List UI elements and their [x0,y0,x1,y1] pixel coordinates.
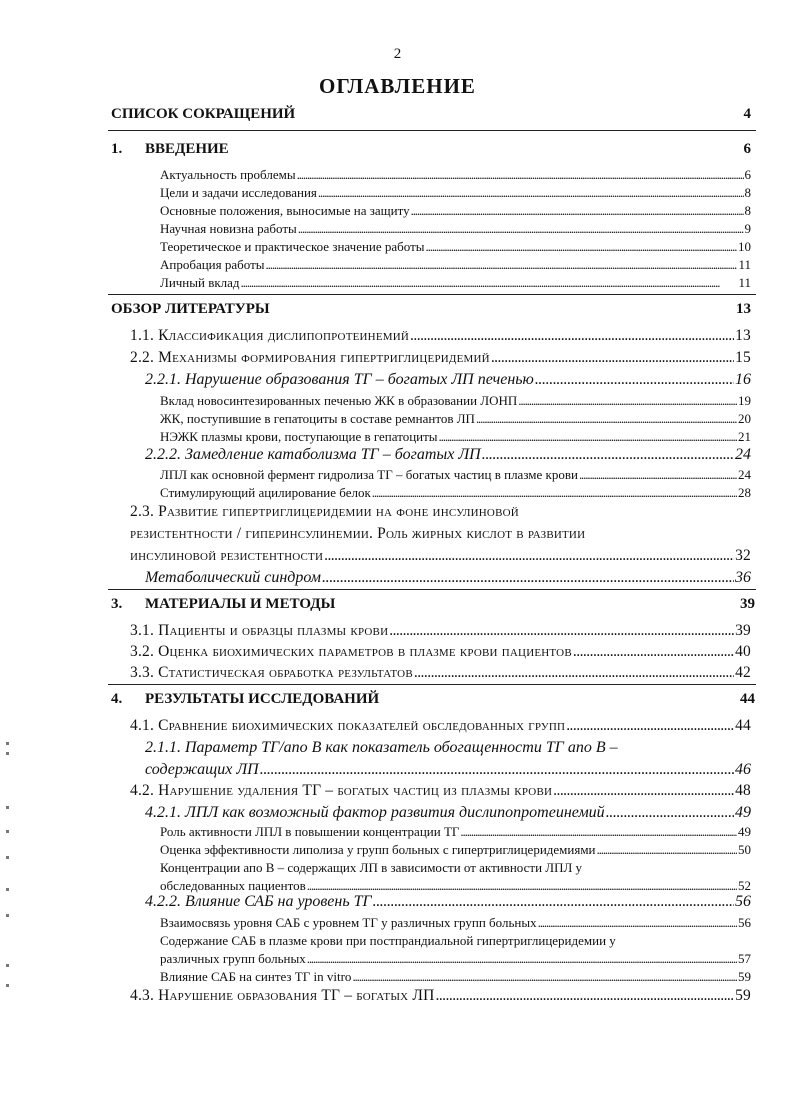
toc-item-line[interactable]: Концентрации апо В – содержащих ЛП в зависимости от активности ЛПЛ у [160,860,583,875]
toc-label: Взаимосвязь уровня САБ с уровнем ТГ у различных групп больных [160,915,537,930]
toc-label: 4.2. Нарушение удаления ТГ – богатых частиц из плазмы крови [130,782,553,799]
toc-page: 46 [735,761,751,778]
leader-dots [260,761,734,779]
toc-label: Личный вклад [160,275,240,290]
toc-item[interactable] [160,951,751,967]
toc-label: Роль активности ЛПЛ в повышении концентрации ТГ [160,824,460,839]
toc-page: 32 [735,547,751,564]
toc-page: 15 [735,349,751,366]
toc-page: 42 [735,664,751,681]
toc-label: 4.1. Сравнение биохимических показателей обследованных групп [130,717,566,734]
toc-item[interactable] [160,824,751,840]
toc-section[interactable] [130,717,751,735]
toc-label: 2.2. Механизмы формирования гипертриглицеридемий [130,349,490,366]
toc-page: 24 [735,446,751,463]
toc-subsection[interactable] [145,804,751,822]
toc-label: 3.2. Оценка биохимических параметров в плазме крови пациентов [130,643,572,660]
toc-section[interactable] [130,622,751,640]
toc-page: 49 [738,824,751,839]
toc-number: 1. [111,141,123,157]
toc-page: 8 [744,203,751,218]
toc-item[interactable] [160,167,751,183]
toc-subsection[interactable] [145,761,751,779]
toc-page: 24 [738,467,751,482]
leader-dots [307,951,737,967]
divider [108,130,756,131]
leader-dots [535,371,734,389]
scan-mark [6,830,9,833]
toc-page: 6 [744,167,751,182]
toc-label: различных групп больных [160,951,306,966]
divider [108,294,756,295]
toc-page: 44 [735,717,751,734]
toc-label: Метаболический синдром [145,569,321,586]
toc-label: ОБЗОР ЛИТЕРАТУРЫ [111,301,270,317]
toc-page: 13 [735,327,751,344]
toc-page: 50 [738,842,751,857]
toc-item[interactable] [160,203,751,219]
toc-label: обследованных пациентов [160,878,306,893]
page-title: ОГЛАВЛЕНИЕ [319,74,476,98]
toc-label: Влияние САБ на синтез ТГ in vitro [160,969,352,984]
toc-page: 11 [738,257,751,272]
leader-dots [491,349,734,367]
leader-dots [518,393,737,409]
toc-label: МАТЕРИАЛЫ И МЕТОДЫ [145,596,336,612]
toc-section[interactable] [130,782,751,800]
leader-dots [241,275,738,291]
toc-label: 2.2.1. Нарушение образования ТГ – богатых ЛП печенью [145,371,534,388]
toc-item[interactable] [160,467,751,483]
leader-dots [297,167,744,183]
toc-label: Научная новизна работы [160,221,297,236]
leader-dots [553,782,734,800]
toc-chapter-intro[interactable] [111,141,751,158]
toc-page: 44 [740,691,755,707]
toc-label: 3.1. Пациенты и образцы плазмы крови [130,622,389,639]
toc-label: ЛПЛ как основной фермент гидролиза ТГ – богатых частиц в плазме крови [160,467,578,482]
toc-page: 57 [738,951,751,966]
toc-page: 16 [735,371,751,388]
leader-dots [372,485,737,501]
scan-mark [6,964,9,967]
toc-page: 49 [735,804,751,821]
toc-item[interactable] [160,878,751,894]
toc-chapter-methods[interactable] [111,596,755,613]
scan-mark [6,856,9,859]
toc-subsection[interactable] [145,893,751,911]
toc-label: Актуальность проблемы [160,167,296,182]
toc-page: 10 [738,239,751,254]
scan-mark [6,806,9,809]
toc-section[interactable] [130,643,751,661]
toc-label: 4.2.1. ЛПЛ как возможный фактор развития дислипопротеинемий [145,804,605,821]
leader-dots [411,203,744,219]
leader-dots [410,327,734,345]
toc-page: 21 [738,429,751,444]
leader-dots [352,969,737,985]
toc-page: 8 [744,185,751,200]
toc-page: 13 [736,301,751,317]
toc-item[interactable] [160,485,751,501]
scan-mark [6,984,9,987]
scan-mark [6,752,9,755]
toc-section-line[interactable]: резистентности / гиперинсулинемии. Роль жирных кислот в развитии [130,525,586,542]
toc-page: 28 [738,485,751,500]
leader-dots [597,842,737,858]
toc-page: 59 [735,987,751,1004]
toc-item[interactable] [160,393,751,409]
leader-dots [324,547,734,565]
leader-dots [435,987,734,1005]
toc-page: 59 [738,969,751,984]
toc-subsection[interactable] [145,569,751,587]
toc-page: 19 [738,393,751,408]
divider [108,589,756,590]
leader-dots [389,622,734,640]
toc-item[interactable] [160,239,751,255]
leader-dots [322,569,734,587]
toc-page: 40 [735,643,751,660]
toc-section[interactable] [130,547,751,565]
toc-label: содержащих ЛП [145,761,259,778]
toc-page: 11 [738,275,751,290]
leader-dots [538,915,737,931]
leader-dots [318,185,744,201]
toc-page: 4 [743,106,751,122]
leader-dots [482,446,734,464]
toc-item[interactable] [160,842,751,858]
toc-label: 4.3. Нарушение образования ТГ – богатых ЛП [130,987,435,1004]
toc-label: Стимулирующий ацилирование белок [160,485,371,500]
toc-label: РЕЗУЛЬТАТЫ ИССЛЕДОВАНИЙ [145,691,380,707]
toc-section[interactable] [130,327,751,345]
toc-page: 52 [738,878,751,893]
toc-subsection[interactable] [145,371,751,389]
toc-page: 39 [740,596,755,612]
leader-dots [266,257,738,273]
toc-label: Теоретическое и практическое значение работы [160,239,425,254]
toc-page: 9 [744,221,751,236]
toc-chapter-review[interactable] [111,301,751,318]
scan-mark [6,914,9,917]
toc-label: инсулиновой резистентности [130,547,324,564]
toc-item[interactable] [160,257,751,273]
toc-section[interactable] [130,349,751,367]
toc-item[interactable] [160,915,751,931]
toc-page: 20 [738,411,751,426]
toc-label: ЖК, поступившие в гепатоциты в составе ремнантов ЛП [160,411,475,426]
toc-page: 56 [738,915,751,930]
toc-section[interactable] [130,987,751,1005]
leader-dots [476,411,737,427]
toc-label: Цели и задачи исследования [160,185,317,200]
leader-dots [298,221,744,237]
toc-section-line[interactable]: 2.3. Развитие гипертриглицеридемии на фоне инсулиновой [130,503,519,520]
toc-item[interactable] [160,275,751,291]
toc-item[interactable] [160,969,751,985]
toc-number: 3. [111,596,123,612]
toc-page: 36 [735,569,751,586]
toc-label: 1.1. Классификация дислипопротеинемий [130,327,410,344]
leader-dots [414,664,734,682]
toc-item[interactable] [160,411,751,427]
leader-dots [566,717,734,735]
scan-mark [6,742,9,745]
leader-dots [439,429,737,445]
toc-label: НЭЖК плазмы крови, поступающие в гепатоциты [160,429,438,444]
toc-label: Вклад новосинтезированных печенью ЖК в образовании ЛОНП [160,393,518,408]
leader-dots [606,804,734,822]
toc-label: СПИСОК СОКРАЩЕНИЙ [111,106,296,122]
toc-abbreviations[interactable] [111,106,751,123]
toc-label: Основные положения, выносимые на защиту [160,203,410,218]
leader-dots [426,239,737,255]
toc-number: 4. [111,691,123,707]
toc-label: 2.2.2. Замедление катаболизма ТГ – богатых ЛП [145,446,481,463]
toc-page: 48 [735,782,751,799]
scan-mark [6,888,9,891]
toc-label: Апробация работы [160,257,265,272]
leader-dots [307,878,737,894]
toc-subsection[interactable] [145,446,751,464]
toc-item-line[interactable]: Содержание САБ в плазме крови при постпрандиальной гипертриглицеридемии у [160,933,616,948]
toc-page: 6 [743,141,751,157]
toc-chapter-results[interactable] [111,691,755,708]
toc-page: 39 [735,622,751,639]
leader-dots [373,893,734,911]
leader-dots [573,643,734,661]
toc-subsection-line[interactable]: 2.1.1. Параметр ТГ/апо В как показатель обогащенности ТГ апо В – [145,739,618,756]
toc-item[interactable] [160,221,751,237]
leader-dots [460,824,737,840]
toc-page: 56 [735,893,751,910]
toc-item[interactable] [160,185,751,201]
toc-item[interactable] [160,429,751,445]
divider [108,684,756,685]
page-number: 2 [393,46,402,62]
toc-label: ВВЕДЕНИЕ [145,141,229,157]
toc-section[interactable] [130,664,751,682]
toc-label: 4.2.2. Влияние САБ на уровень ТГ [145,893,372,910]
toc-label: Оценка эффективности липолиза у групп больных с гипертриглицеридемиями [160,842,596,857]
leader-dots [579,467,737,483]
toc-label: 3.3. Статистическая обработка результатов [130,664,413,681]
